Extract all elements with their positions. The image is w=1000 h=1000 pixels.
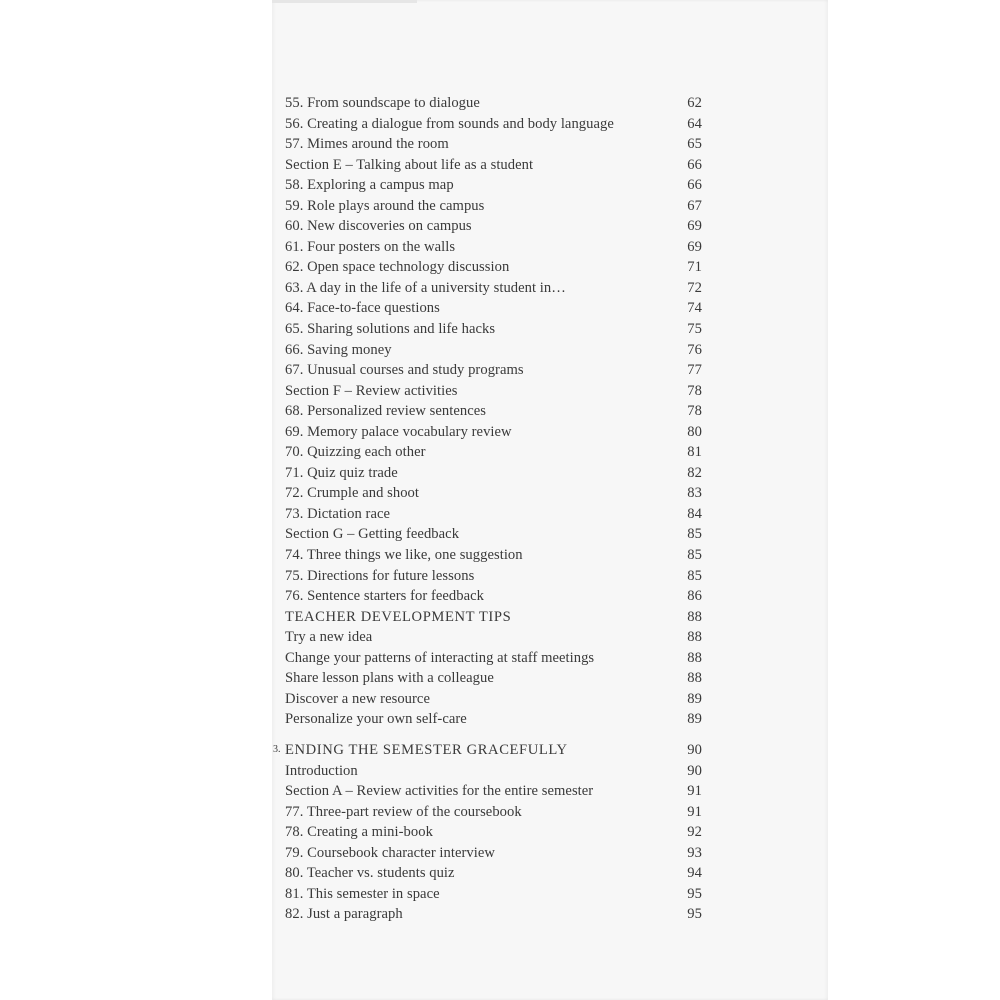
toc-entry-page: 77 xyxy=(687,362,702,379)
toc-entry-title: 61. Four posters on the walls xyxy=(285,238,456,255)
toc-entry-title: Section A – Review activities for the entire semester xyxy=(285,783,594,800)
toc-entry-title: 72. Crumple and shoot xyxy=(285,485,420,502)
toc-entry xyxy=(284,196,704,217)
toc-entry-title: 62. Open space technology discussion xyxy=(285,259,510,276)
toc-entry-title: 80. Teacher vs. students quiz xyxy=(285,865,455,882)
chapter-title: ENDING THE SEMESTER GRACEFULLY xyxy=(285,741,568,758)
toc-entry xyxy=(284,627,704,648)
toc-entry-title: 78. Creating a mini-book xyxy=(285,824,433,841)
toc-entry-page: 95 xyxy=(687,885,702,902)
toc-entry xyxy=(284,822,704,843)
toc-entry-page: 69 xyxy=(687,218,702,235)
toc-entry xyxy=(284,904,704,925)
toc-entry-page: 85 xyxy=(687,567,702,584)
toc-entry-page: 93 xyxy=(687,844,702,861)
toc-entry-page: 64 xyxy=(687,115,702,132)
toc-entry-page: 85 xyxy=(687,547,702,564)
toc-entry xyxy=(284,668,704,689)
toc-entry xyxy=(284,781,704,802)
toc-entry-page: 88 xyxy=(687,629,702,646)
toc-entry-title: 79. Coursebook character interview xyxy=(285,844,495,861)
toc-entry xyxy=(284,607,704,628)
toc-entry-title: 73. Dictation race xyxy=(285,505,391,522)
toc-entry xyxy=(284,648,704,669)
toc-entry-page: 72 xyxy=(687,279,702,296)
toc-entry-page: 82 xyxy=(687,464,702,481)
toc-section-continued xyxy=(284,93,704,730)
toc-entry-title: 58. Exploring a campus map xyxy=(285,177,454,194)
toc-entry-title: 55. From soundscape to dialogue xyxy=(285,95,480,111)
toc-entry-title: 71. Quiz quiz trade xyxy=(285,464,398,481)
toc-entry xyxy=(284,340,704,361)
toc-entry-title: Change your patterns of interacting at staff meetings xyxy=(285,649,595,666)
toc-entry-page: 71 xyxy=(687,259,702,276)
toc-entry xyxy=(284,545,704,566)
toc-entry-page: 69 xyxy=(687,238,702,255)
table-of-contents xyxy=(273,93,704,925)
toc-entry xyxy=(284,401,704,422)
toc-entry-title: 57. Mimes around the room xyxy=(285,136,449,153)
page-edge-mark xyxy=(272,0,417,3)
toc-entry-page: 67 xyxy=(687,197,702,214)
toc-entry-page: 78 xyxy=(687,382,702,399)
toc-entry-title: Section E – Talking about life as a student xyxy=(285,156,534,173)
toc-entry xyxy=(284,93,704,114)
toc-entry xyxy=(284,689,704,710)
toc-entry-title: Share lesson plans with a colleague xyxy=(285,670,494,687)
toc-entry-page: 66 xyxy=(687,156,702,173)
toc-entry xyxy=(284,566,704,587)
toc-entry xyxy=(284,360,704,381)
chapter-number: 3. xyxy=(273,743,281,755)
toc-entry-title: 65. Sharing solutions and life hacks xyxy=(285,321,496,338)
toc-entry-page: 86 xyxy=(687,588,702,605)
toc-entry-page: 62 xyxy=(687,95,702,111)
toc-entry-page: 89 xyxy=(687,690,702,707)
toc-entry xyxy=(284,802,704,823)
toc-entry-title: Section F – Review activities xyxy=(285,382,458,399)
toc-entry-title: 63. A day in the life of a university student in… xyxy=(285,279,566,296)
toc-entry xyxy=(284,155,704,176)
toc-entry-title: Personalize your own self-care xyxy=(285,711,467,728)
toc-entry-page: 92 xyxy=(687,824,702,841)
toc-entry xyxy=(284,709,704,730)
toc-entry-page: 75 xyxy=(687,321,702,338)
toc-entry-title: 82. Just a paragraph xyxy=(285,906,403,923)
toc-entry-page: 74 xyxy=(687,300,702,317)
toc-entry xyxy=(284,524,704,545)
toc-entry xyxy=(284,216,704,237)
toc-entry-page: 88 xyxy=(687,670,702,687)
toc-entry-page: 78 xyxy=(687,403,702,420)
toc-entry-title: Try a new idea xyxy=(285,629,373,646)
toc-entry-title: Discover a new resource xyxy=(285,690,430,707)
toc-entry xyxy=(284,175,704,196)
toc-entry-title: Section G – Getting feedback xyxy=(285,526,460,543)
toc-entry xyxy=(284,114,704,135)
toc-entry xyxy=(284,843,704,864)
toc-entry-page: 76 xyxy=(687,341,702,358)
toc-entry-title: TEACHER DEVELOPMENT TIPS xyxy=(285,608,512,625)
toc-entry-title: 59. Role plays around the campus xyxy=(285,197,485,214)
toc-entry xyxy=(284,237,704,258)
toc-entry-page: 83 xyxy=(687,485,702,502)
toc-entry-page: 89 xyxy=(687,711,702,728)
toc-entry-page: 81 xyxy=(687,444,702,461)
toc-entry xyxy=(284,761,704,782)
toc-entry xyxy=(284,319,704,340)
toc-entry-page: 94 xyxy=(687,865,702,882)
toc-entry xyxy=(284,504,704,525)
toc-chapter-heading xyxy=(273,740,704,761)
toc-entry-page: 88 xyxy=(687,649,702,666)
toc-entry-title: 64. Face-to-face questions xyxy=(285,300,440,317)
toc-entry-title: 66. Saving money xyxy=(285,341,392,358)
toc-entry-title: 77. Three-part review of the coursebook xyxy=(285,803,522,820)
toc-entry-page: 91 xyxy=(687,803,702,820)
toc-entry xyxy=(284,278,704,299)
toc-entry-title: 67. Unusual courses and study programs xyxy=(285,362,524,379)
toc-entry-title: 74. Three things we like, one suggestion xyxy=(285,547,523,564)
toc-entry-page: 85 xyxy=(687,526,702,543)
toc-entry xyxy=(284,463,704,484)
toc-entry-title: 81. This semester in space xyxy=(285,885,440,902)
toc-entry-title: 76. Sentence starters for feedback xyxy=(285,588,485,605)
toc-entry-page: 65 xyxy=(687,136,702,153)
toc-entry xyxy=(284,298,704,319)
toc-entry-page: 95 xyxy=(687,906,702,923)
toc-entry-page: 91 xyxy=(687,783,702,800)
toc-entry xyxy=(284,483,704,504)
toc-entry-title: 75. Directions for future lessons xyxy=(285,567,475,584)
toc-entry-page: 90 xyxy=(687,762,702,779)
toc-entry-title: Introduction xyxy=(285,762,358,779)
toc-entry-page: 84 xyxy=(687,505,702,522)
toc-entry-title: 70. Quizzing each other xyxy=(285,444,426,461)
toc-entry xyxy=(284,442,704,463)
chapter-page-number: 90 xyxy=(687,741,702,758)
toc-entry-title: 68. Personalized review sentences xyxy=(285,403,487,420)
toc-entry xyxy=(284,134,704,155)
toc-entry xyxy=(284,884,704,905)
toc-entry xyxy=(284,257,704,278)
toc-chapter-entries xyxy=(284,761,704,925)
toc-entry-title: 69. Memory palace vocabulary review xyxy=(285,423,512,440)
toc-entry-page: 66 xyxy=(687,177,702,194)
toc-entry xyxy=(284,586,704,607)
toc-entry-title: 60. New discoveries on campus xyxy=(285,218,472,235)
toc-entry-page: 88 xyxy=(687,608,702,625)
toc-entry xyxy=(284,422,704,443)
toc-entry xyxy=(284,863,704,884)
toc-entry xyxy=(284,381,704,402)
toc-entry-page: 80 xyxy=(687,423,702,440)
toc-entry-title: 56. Creating a dialogue from sounds and body language xyxy=(285,115,614,132)
